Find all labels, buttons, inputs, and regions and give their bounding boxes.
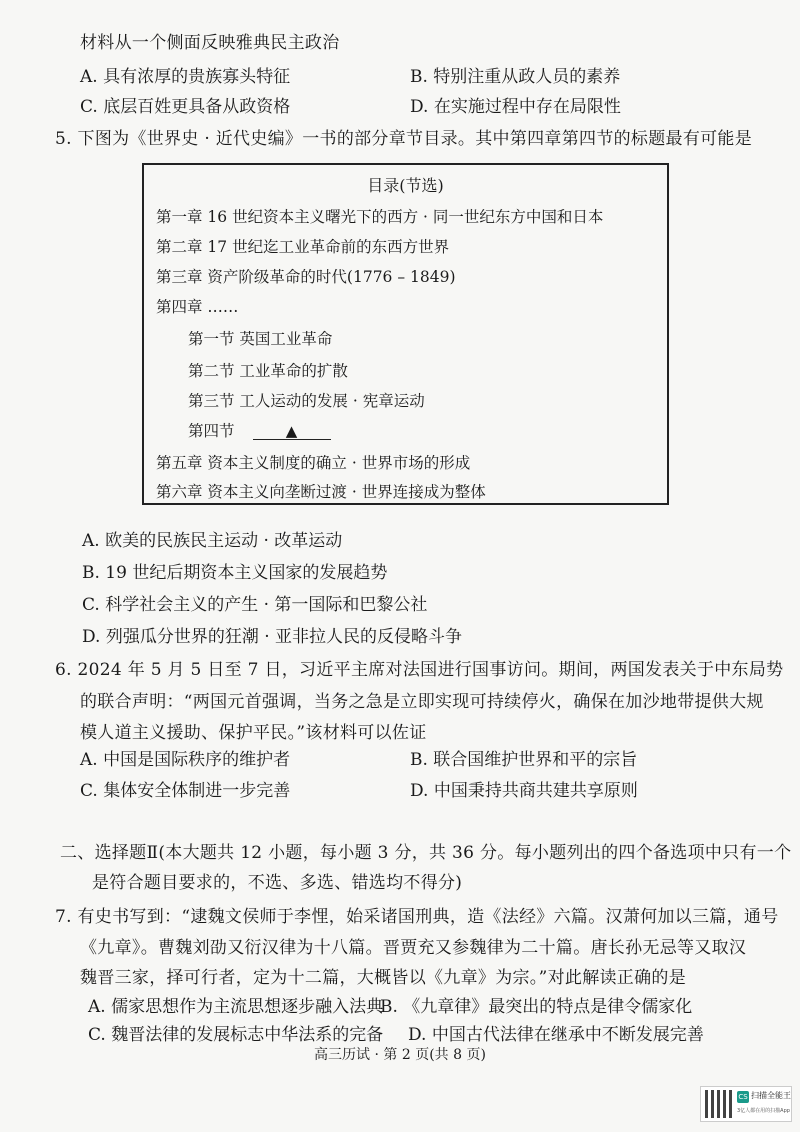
- q4-stem: 材料从一个侧面反映雅典民主政治: [80, 33, 340, 53]
- toc-chapter-3: 第三章 资产阶级革命的时代(1776 – 1849): [156, 268, 456, 286]
- q6-option-b: B. 联合国维护世界和平的宗旨: [410, 750, 638, 770]
- page-footer: 高三历试 · 第 2 页(共 8 页): [314, 1047, 486, 1063]
- q7-option-c: C. 魏晋法律的发展标志中华法系的完备: [88, 1025, 384, 1045]
- q6-line-2: 的联合声明：“两国元首强调，当务之急是立即实现可持续停火，确保在加沙地带提供大规: [80, 692, 764, 712]
- q7-option-d: D. 中国古代法律在继承中不断发展完善: [408, 1025, 704, 1045]
- q4-option-d: D. 在实施过程中存在局限性: [410, 97, 621, 117]
- scanner-stamp: [700, 1086, 792, 1122]
- q5-option-c: C. 科学社会主义的产生 · 第一国际和巴黎公社: [82, 595, 428, 615]
- q5-option-d: D. 列强瓜分世界的狂潮 · 亚非拉人民的反侵略斗争: [82, 627, 463, 647]
- q5-option-a: A. 欧美的民族民主运动 · 改革运动: [82, 531, 343, 551]
- triangle-icon: ▲: [253, 423, 331, 440]
- stamp-tagline: 3亿人都在用的扫描App: [737, 1108, 790, 1114]
- q7-line-1: 7. 有史书写到：“逮魏文侯师于李悝，始采诸国刑典，造《法经》六篇。汉萧何加以三篇，通号: [55, 907, 779, 927]
- q5-stem: 5. 下图为《世界史 · 近代史编》一书的部分章节目录。其中第四章第四节的标题最有可能是: [55, 129, 753, 149]
- toc-title: 目录(节选): [367, 176, 444, 195]
- q4-option-b: B. 特别注重从政人员的素养: [410, 67, 621, 87]
- toc-chapter-1: 第一章 16 世纪资本主义曙光下的西方 · 同一世纪东方中国和日本: [156, 208, 604, 226]
- q6-option-a: A. 中国是国际秩序的维护者: [80, 750, 291, 770]
- toc-chapter-2: 第二章 17 世纪迄工业革命前的东西方世界: [156, 238, 450, 256]
- toc-box: [142, 163, 669, 505]
- toc-section-2: 第二节 工业革命的扩散: [188, 362, 348, 380]
- toc-section-4-label: 第四节: [188, 422, 235, 440]
- q6-option-d: D. 中国秉持共商共建共享原则: [410, 781, 638, 801]
- section-2-line-2: 是符合题目要求的，不选、多选、错选均不得分): [92, 873, 463, 893]
- q7-option-b: B. 《九章律》最突出的特点是律令儒家化: [380, 997, 693, 1017]
- stamp-app-name: 扫描全能王: [751, 1091, 791, 1100]
- q7-option-a: A. 儒家思想作为主流思想逐步融入法典: [88, 997, 384, 1017]
- toc-chapter-4: 第四章 ……: [156, 298, 239, 316]
- toc-section-4: [188, 419, 331, 441]
- q6-option-c: C. 集体安全体制进一步完善: [80, 781, 291, 801]
- section-2-line-1: 二、选择题Ⅱ(本大题共 12 小题，每小题 3 分，共 36 分。每小题列出的四个备选项中只有一个: [60, 843, 792, 863]
- q5-option-b: B. 19 世纪后期资本主义国家的发展趋势: [82, 563, 388, 583]
- q7-line-2: 《九章》。曹魏刘劭又衍汉律为十八篇。晋贾充又参魏律为二十篇。唐长孙无忌等又取汉: [80, 938, 747, 958]
- qr-code-icon: [705, 1090, 733, 1118]
- toc-section-3: 第三节 工人运动的发展 · 宪章运动: [188, 392, 425, 410]
- toc-chapter-5: 第五章 资本主义制度的确立 · 世界市场的形成: [156, 454, 471, 472]
- toc-chapter-6: 第六章 资本主义向垄断过渡 · 世界连接成为整体: [156, 483, 486, 501]
- q6-line-1: 6. 2024 年 5 月 5 日至 7 日，习近平主席对法国进行国事访问。期间，两国发表关于中东局势: [55, 660, 784, 680]
- q6-line-3: 模人道主义援助、保护平民。”该材料可以佐证: [80, 723, 427, 743]
- toc-section-1: 第一节 英国工业革命: [188, 330, 333, 348]
- cs-logo-icon: CS: [738, 1093, 748, 1101]
- q7-line-3: 魏晋三家，择可行者，定为十二篇，大概皆以《九章》为宗。”对此解读正确的是: [80, 968, 686, 988]
- q4-option-a: A. 具有浓厚的贵族寡头特征: [80, 67, 291, 87]
- q4-option-c: C. 底层百姓更具备从政资格: [80, 97, 291, 117]
